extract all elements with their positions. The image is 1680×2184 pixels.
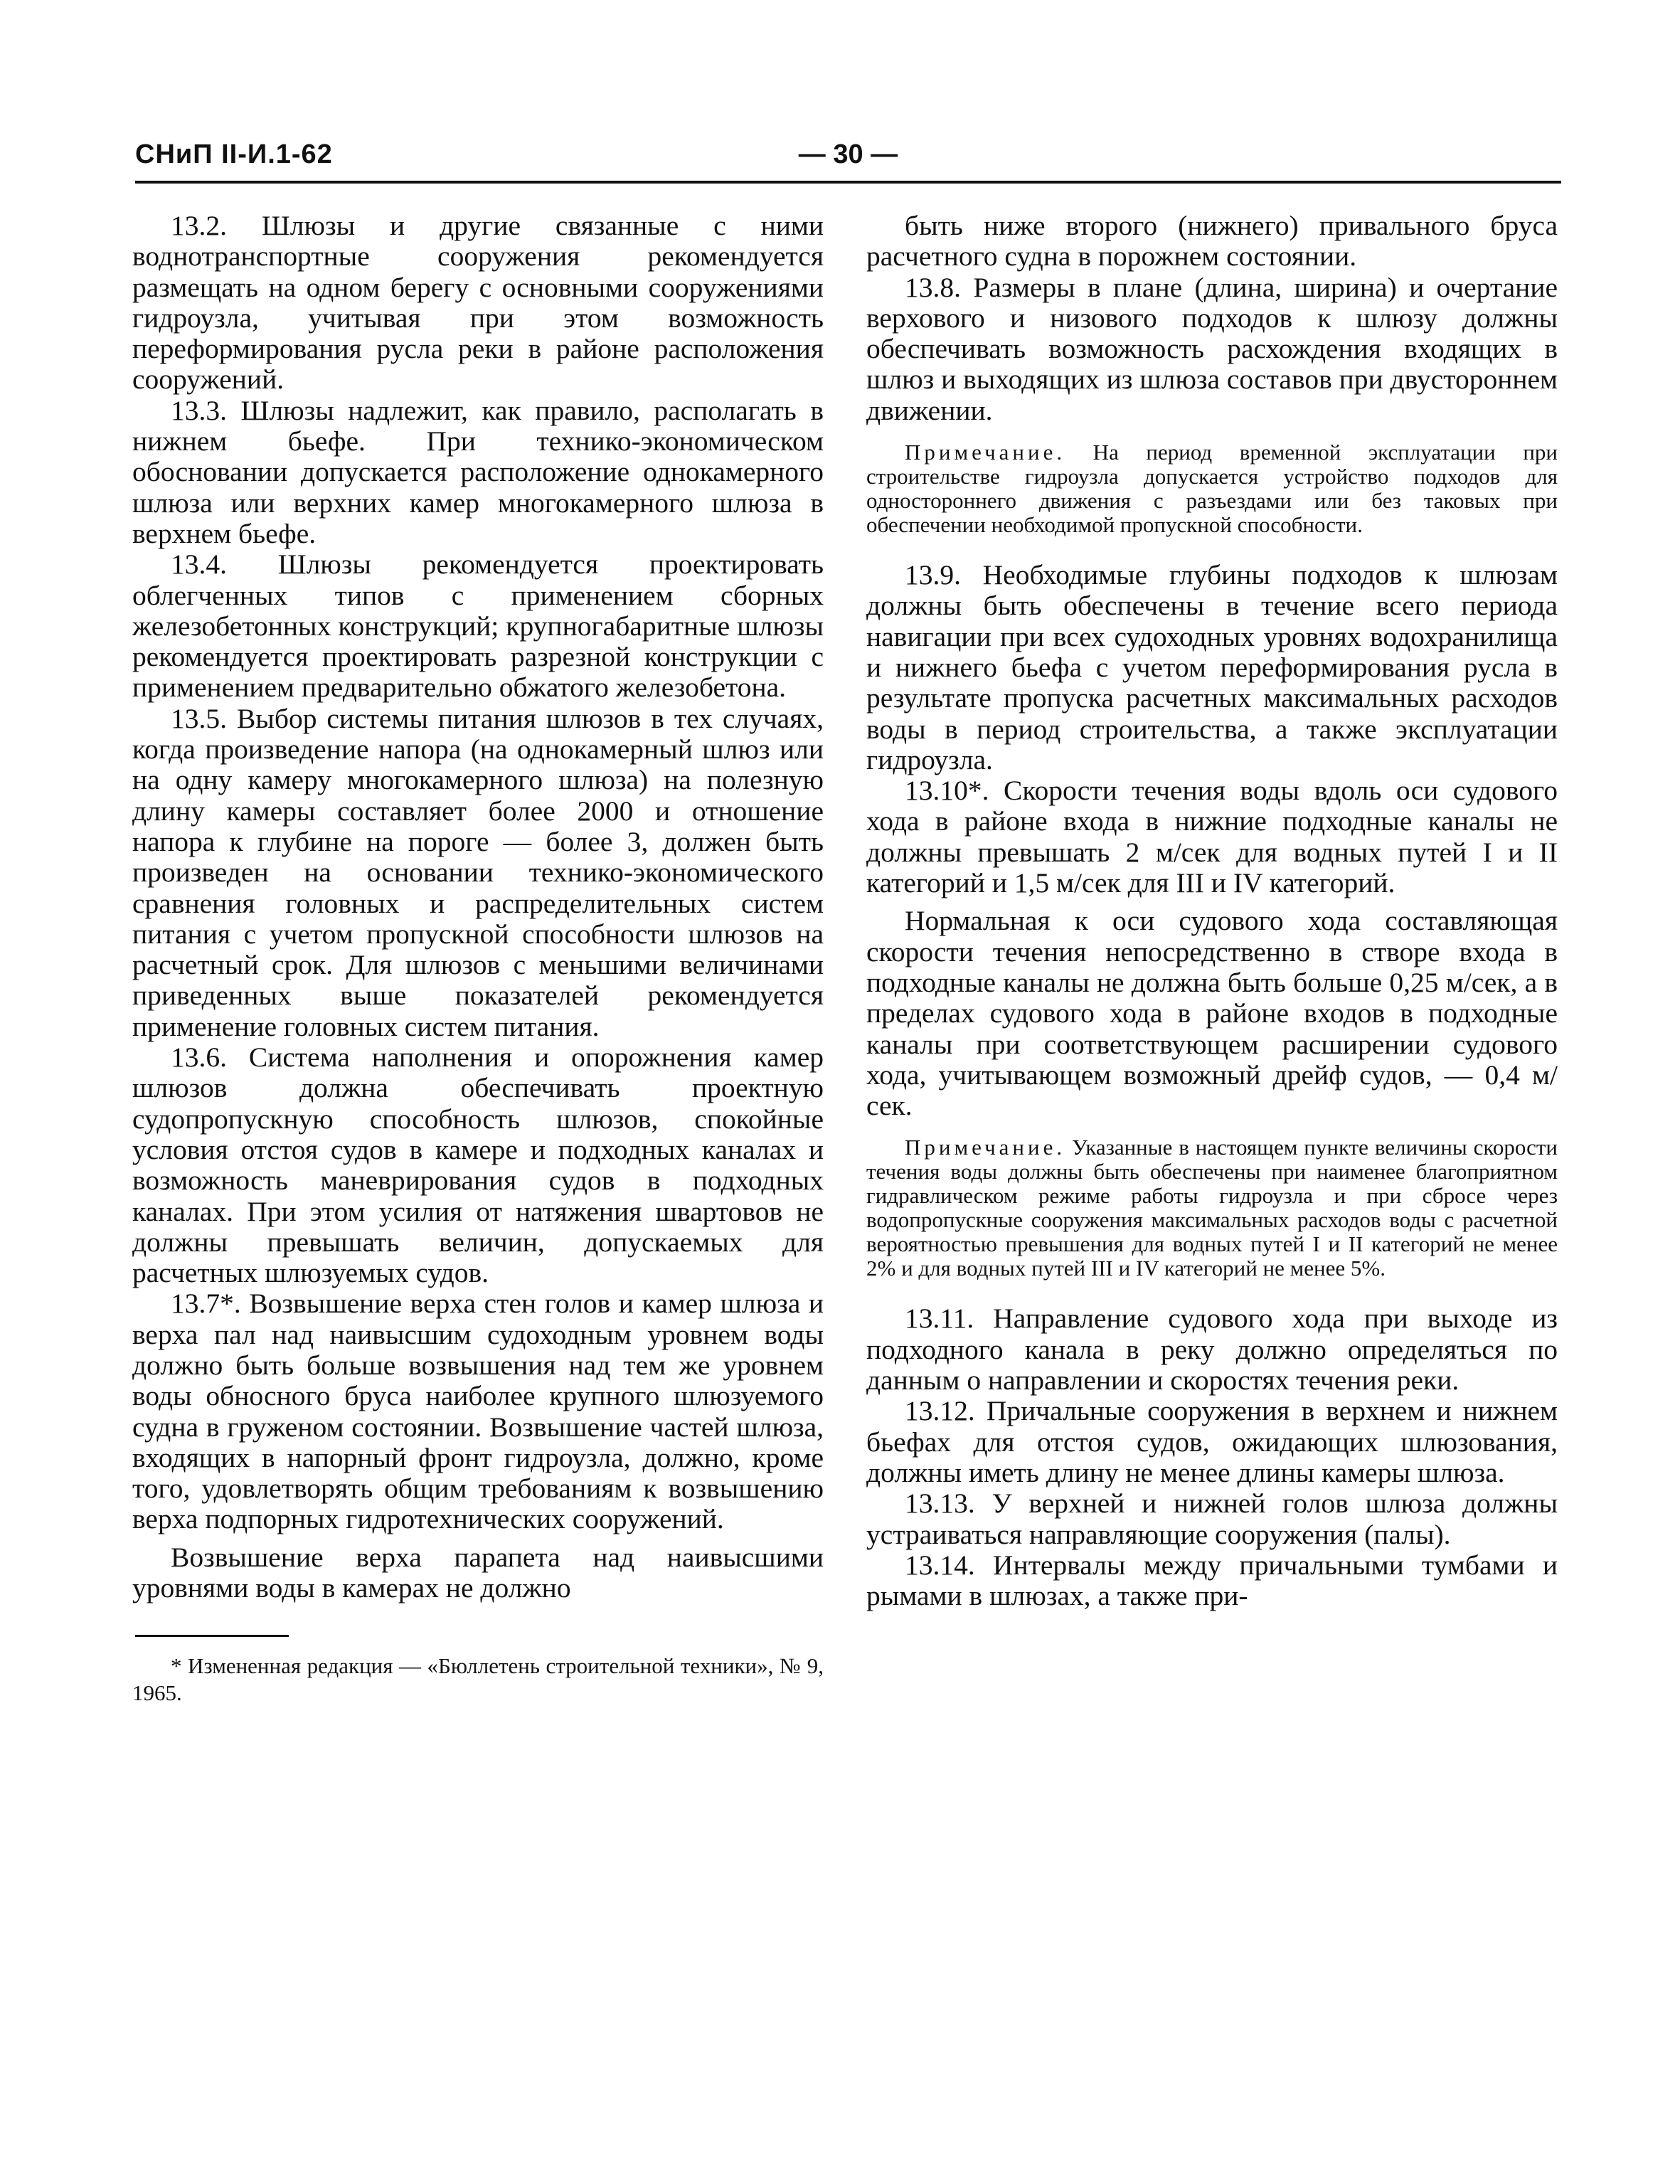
note-2 (866, 1135, 1558, 1281)
paragraph-13-2: 13.2. Шлюзы и другие связанные с ними воднотранспортные сооружения рекомендуется размещать на одном берегу с основными сооружениями гидроузла, учитывая при этом возможность переформирования русла реки в районе расположения сооружений. (132, 210, 824, 396)
paragraph-13-5: 13.5. Выбор системы питания шлюзов в тех случаях, когда произведение напора (на однокамерный шлюз или на одну камеру многокамерного шлюза) на полезную длину камеры составляет более 2000 и отношение напора к глубине на пороге — более 3, должен быть произведен на основании технико-экономического сравнения головных и распределительных систем питания с учетом пропускной способности шлюзов на расчетный срок. Для шлюзов с меньшими величинами приведенных выше показателей рекомендуется применение головных систем питания. (132, 702, 824, 1042)
paragraph-13-4: 13.4. Шлюзы рекомендуется проектировать облегченных типов с применением сборных железобетонных конструкций; крупногабаритные шлюзы рекомендуется проектировать разрезной конструкции с применением предварительно обжатого железобетона. (132, 548, 824, 704)
note-1-text: На период временной эксплуатации при строительстве гидроузла допускается устройство подходов для одностороннего движения с разъездами или без таковых при обеспечении необходимой пропускной способности. (866, 440, 1558, 538)
note-1-label: Примечание. (905, 440, 1066, 465)
paragraph-13-14: 13.14. Интервалы между причальными тумбами и рымами в шлюзах, а также при- (866, 1549, 1558, 1612)
paragraph-13-11: 13.11. Направление судового хода при выходе из подходного канала в реку должно определяться по данным о направлении и скоростях течения реки. (866, 1303, 1558, 1396)
paragraph-continuation: быть ниже второго (нижнего) привального бруса расчетного судна в порожнем состоянии. (866, 210, 1558, 272)
paragraph-13-12: 13.12. Причальные сооружения в верхнем и нижнем бьефах для отстоя судов, ожидающих шлюзования, должны иметь длину не менее длины камеры шлюза. (866, 1395, 1558, 1488)
paragraph-13-9: 13.9. Необходимые глубины подходов к шлюзам должны быть обеспечены в течение всего периода навигации при всех судоходных уровнях водохранилища и нижнего бьефа с учетом переформирования русла в результате пропуска расчетных максимальных расходов воды в период строительства, а также эксплуатации гидроузла. (866, 559, 1558, 775)
paragraph-13-8: 13.8. Размеры в плане (длина, ширина) и очертание верхового и низового подходов к шлюзу должны обеспечивать возможность расхождения входящих в шлюз и выходящих из шлюза составов при двустороннем движении. (866, 271, 1558, 426)
right-column (866, 211, 1558, 1611)
paragraph-normal-velocity: Нормальная к оси судового хода составляющая скорости течения непосредственно в створе входа в подходные каналы не должна быть больше 0,25 м/сек, а в пределах судового хода в районе входов в подходные каналы при соответствующем расширении судового хода, учитывающем возможный дрейф судов, — 0,4 м/сек. (866, 905, 1558, 1122)
note-2-label: Примечание. (905, 1135, 1066, 1160)
paragraph-13-7: 13.7*. Возвышение верха стен голов и камер шлюза и верха пал над наивысшим судоходным уровнем воды должно быть больше возвышения над тем же уровнем воды обносного бруса наиболее крупного шлюзуемого судна в груженом состоянии. Возвышение частей шлюза, входящих в напорный фронт гидроузла, должно, кроме того, удовлетворять общим требованиям к возвышению верха подпорных гидротехнических сооружений. (132, 1288, 824, 1535)
paragraph-13-3: 13.3. Шлюзы надлежит, как правило, располагать в нижнем бьефе. При технико-экономическом обосновании допускается расположение однокамерного шлюза или верхних камер многокамерного шлюза в верхнем бьефе. (132, 394, 824, 549)
left-column (132, 211, 824, 1707)
paragraph-13-6: 13.6. Система наполнения и опорожнения камер шлюзов должна обеспечивать проектную судопропускную способность шлюзов, спокойные условия отстоя судов в камере и подходных каналах и возможность маневрирования судов в подходных каналах. При этом усилия от натяжения швартовов не должны превышать величин, допускаемых для расчетных шлюзуемых судов. (132, 1041, 824, 1289)
page-number: — 30 — (798, 139, 898, 169)
note-2-text: Указанные в настоящем пункте величины скорости течения воды должны быть обеспечены при наименее благоприятном гидравлическом режиме работы гидроузла и при сбросе через водопропускные сооружения максимальных расходов воды с расчетной вероятностью превышения для водных путей I и II категорий не менее 2% и для водных путей III и IV категорий не менее 5%. (866, 1135, 1558, 1281)
paragraph-13-10: 13.10*. Скорости течения воды вдоль оси судового хода в районе входа в нижние подходные каналы не должны превышать 2 м/сек для водных путей I и II категорий и 1,5 м/сек для III и IV категорий. (866, 775, 1558, 899)
note-1 (866, 440, 1558, 537)
page-header (135, 139, 1561, 182)
document-code: СНиП II-И.1-62 (135, 139, 333, 169)
header-rule (135, 181, 1561, 184)
paragraph-13-13: 13.13. У верхней и нижней голов шлюза должны устраиваться направляющие сооружения (палы). (866, 1488, 1558, 1550)
footnote-rule (135, 1635, 289, 1637)
paragraph-parapet: Возвышение верха парапета над наивысшими уровнями воды в камерах не должно (132, 1541, 824, 1604)
footnote: * Измененная редакция — «Бюллетень строительной техники», № 9, 1965. (132, 1653, 824, 1706)
